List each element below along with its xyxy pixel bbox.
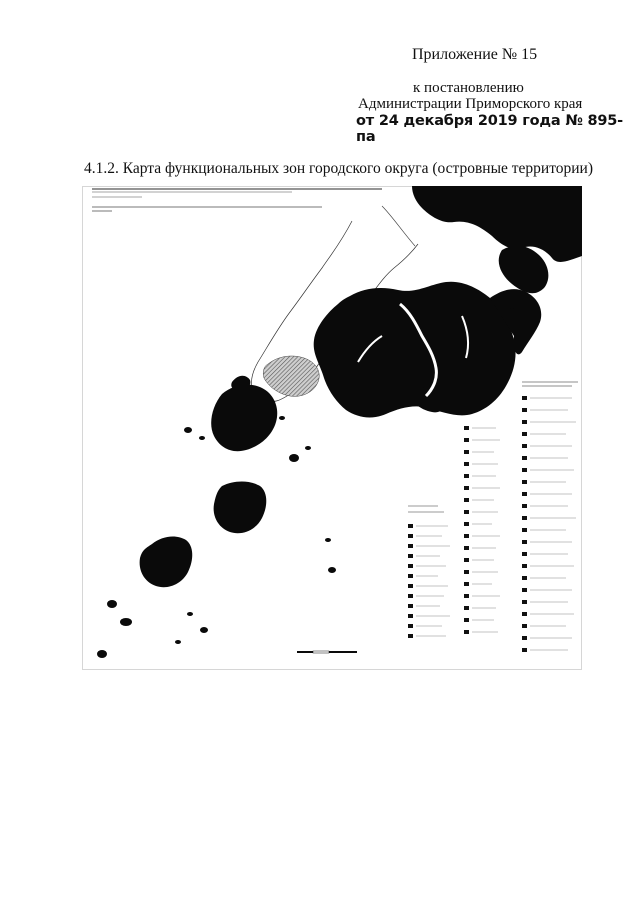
document-header: [0, 0, 640, 145]
appendix-number: Приложение № 15: [412, 46, 538, 63]
scale-bar: [297, 651, 357, 653]
decree-reference: к постановлению: [413, 80, 524, 96]
decree-date-stamp: от 24 декабря 2019 года № 895-па: [356, 113, 623, 145]
map-image: [82, 186, 582, 670]
administration-name: Администрации Приморского края: [358, 96, 583, 112]
functional-zones-map: [82, 186, 582, 670]
section-title: 4.1.2. Карта функциональных зон городского округа (островные территории): [84, 160, 594, 177]
